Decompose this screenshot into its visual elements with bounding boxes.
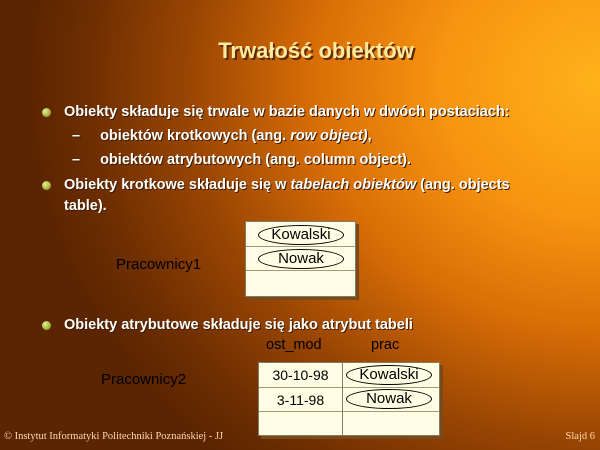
bullet2-pre: Obiekty krotkowe składuje się w [64, 177, 291, 193]
dash: – [72, 128, 81, 144]
bullet1-sub2 [72, 152, 411, 168]
table1-label: Pracownicy1 [116, 256, 202, 273]
table2-date-cell: 30-10-98 [272, 367, 329, 383]
table2-column-divider [342, 363, 343, 435]
bullet-icon [42, 321, 51, 330]
dash: – [72, 152, 81, 168]
table1 [245, 221, 356, 297]
table2-col1-header: ost_mod [266, 337, 322, 353]
bullet2-line2: table). [64, 198, 107, 214]
bullet1-sub1 [72, 128, 372, 144]
table2-col2-header: prac [371, 337, 400, 353]
bullet2-italic: tabelach obiektów [290, 177, 417, 193]
table1-object-ellipse: Kowalski [258, 225, 344, 245]
table2 [258, 362, 440, 436]
bullet1-sub1-italic: row object) [290, 128, 368, 144]
bullet3-text: Obiekty atrybutowe składuje się jako atrybut tabeli [64, 317, 413, 333]
footer-copyright: © Instytut Informatyki Politechniki Poznańskiej - JJ [4, 431, 224, 442]
table2-object-ellipse: Kowalski [346, 365, 432, 385]
slide-title: Trwałość obiektów [218, 38, 414, 63]
bullet1-text: Obiekty składuje się trwale w bazie danych w dwóch postaciach: [64, 104, 510, 120]
footer-slide-number: Slajd 6 [565, 431, 595, 442]
bullet-icon [42, 181, 51, 190]
bullet2-line1 [64, 177, 510, 193]
table2-date-cell: 3-11-98 [276, 392, 325, 408]
table2-object-ellipse: Nowak [346, 389, 432, 409]
bullet-icon [42, 108, 51, 117]
bullet1-sub2-text: obiektów atrybutowych (ang. column object). [100, 152, 412, 168]
bullet1-sub1-pre: obiektów krotkowych (ang. [100, 128, 291, 144]
bullet1-sub1-post: , [367, 128, 372, 144]
table2-label: Pracownicy2 [101, 371, 187, 388]
table1-object-ellipse: Nowak [258, 249, 344, 269]
bullet2-post: (ang. objects [416, 177, 510, 193]
